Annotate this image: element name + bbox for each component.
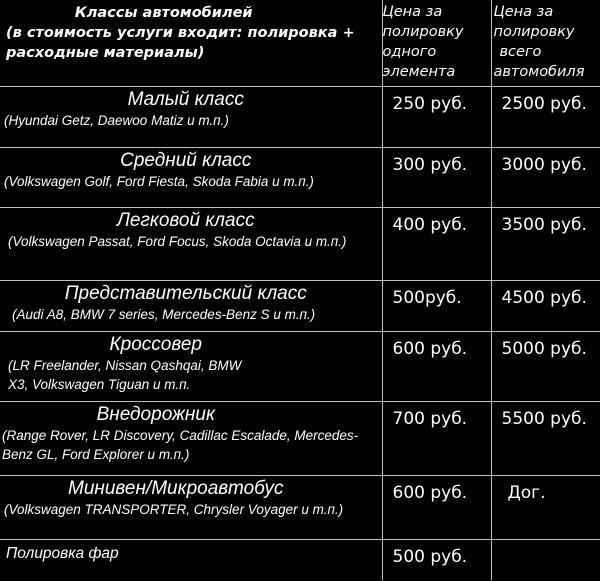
table-row bbox=[0, 540, 600, 580]
price-element-header-3: одного bbox=[382, 44, 437, 60]
class-cell bbox=[0, 148, 382, 208]
price-element-header-1: Цена за bbox=[382, 4, 443, 20]
class-examples: (Volkswagen TRANSPORTER, Chrysler Voyager и т.п.) bbox=[4, 502, 344, 517]
price-car: 3500 руб. bbox=[501, 215, 587, 235]
table-row bbox=[0, 332, 600, 402]
price-element-cell bbox=[382, 476, 491, 540]
class-examples: (Audi A8, BMW 7 series, Mercedes-Benz S и т.п.) bbox=[12, 307, 316, 322]
price-car-cell bbox=[491, 148, 600, 208]
class-cell bbox=[0, 476, 382, 540]
headlights-price-element: 500 руб. bbox=[392, 547, 468, 567]
price-element-cell bbox=[382, 281, 491, 332]
table-row bbox=[0, 281, 600, 332]
class-name: Минивен/Микроавтобус bbox=[68, 478, 284, 499]
price-element-cell bbox=[382, 540, 491, 580]
class-name: Легковой класс bbox=[116, 210, 255, 231]
class-examples: (LR Freelander, Nissan Qashqai, BMW X3, Volkswagen Tiguan и т.п. bbox=[8, 358, 242, 392]
price-car: Дог. bbox=[507, 483, 546, 503]
price-element: 700 руб. bbox=[392, 409, 468, 429]
price-element-header-cell bbox=[382, 0, 491, 87]
class-cell bbox=[0, 87, 382, 148]
table-row bbox=[0, 402, 600, 476]
classes-header-subtitle-2: расходные материалы) bbox=[6, 45, 205, 61]
class-cell bbox=[0, 208, 382, 281]
price-car: 5000 руб. bbox=[501, 339, 587, 359]
price-element-header-4: элемента bbox=[382, 64, 456, 80]
class-name: Кроссовер bbox=[109, 334, 203, 355]
price-car-cell bbox=[491, 87, 600, 148]
price-element: 300 руб. bbox=[392, 155, 468, 175]
class-name: Малый класс bbox=[127, 89, 244, 110]
price-car-header-1: Цена за bbox=[493, 4, 554, 20]
price-element: 400 руб. bbox=[392, 215, 468, 235]
price-car: 2500 руб. bbox=[501, 94, 587, 114]
table-row bbox=[0, 87, 600, 148]
price-car-header-2: полировку bbox=[493, 24, 575, 40]
price-car: 3000 руб. bbox=[501, 155, 587, 175]
classes-header-title: Классы автомобилей bbox=[74, 5, 253, 21]
price-element-cell bbox=[382, 208, 491, 281]
price-element: 600 руб. bbox=[392, 339, 468, 359]
class-name: Представительский класс bbox=[64, 283, 307, 304]
price-element-header-2: полировку bbox=[382, 24, 464, 40]
class-examples: (Hyundai Getz, Daewoo Matiz и т.п.) bbox=[4, 113, 229, 128]
table-row bbox=[0, 148, 600, 208]
headlights-name: Полировка фар bbox=[6, 545, 119, 562]
price-car-header-3: всего bbox=[499, 44, 542, 60]
table-row bbox=[0, 208, 600, 281]
class-examples: (Volkswagen Golf, Ford Fiesta, Skoda Fabia и т.п.) bbox=[4, 174, 314, 189]
price-car-cell bbox=[491, 281, 600, 332]
class-cell bbox=[0, 281, 382, 332]
price-car-cell bbox=[491, 208, 600, 281]
table-row bbox=[0, 476, 600, 540]
class-name: Внедорожник bbox=[96, 404, 215, 425]
classes-header-subtitle-1: (в стоимость услуги входит: полировка + bbox=[6, 25, 355, 41]
class-cell bbox=[0, 402, 382, 476]
class-name: Средний класс bbox=[120, 150, 252, 171]
headlights-price-car bbox=[492, 540, 600, 546]
price-element-cell bbox=[382, 332, 491, 402]
price-car-cell bbox=[491, 540, 600, 580]
headlights-cell bbox=[0, 540, 382, 580]
price-car: 5500 руб. bbox=[501, 409, 587, 429]
price-car-header-cell bbox=[491, 0, 600, 87]
table-header-row bbox=[0, 0, 600, 87]
price-element-cell bbox=[382, 402, 491, 476]
price-car-cell bbox=[491, 332, 600, 402]
price-element: 250 руб. bbox=[392, 94, 468, 114]
classes-header-cell bbox=[0, 0, 382, 87]
price-car-cell bbox=[491, 402, 600, 476]
price-element-cell bbox=[382, 87, 491, 148]
price-element-cell bbox=[382, 148, 491, 208]
class-cell bbox=[0, 332, 382, 402]
class-examples: (Range Rover, LR Discovery, Cadillac Escalade, Mercedes-Benz GL, Ford Explorer и т.п.) bbox=[2, 428, 359, 462]
price-car: 4500 руб. bbox=[501, 288, 587, 308]
class-examples: (Volkswagen Passat, Ford Focus, Skoda Octavia и т.п.) bbox=[8, 234, 347, 249]
price-car-cell bbox=[491, 476, 600, 540]
price-car-header-4: автомобиля bbox=[493, 64, 585, 80]
price-element: 600 руб. bbox=[392, 483, 468, 503]
price-element: 500руб. bbox=[392, 288, 462, 308]
